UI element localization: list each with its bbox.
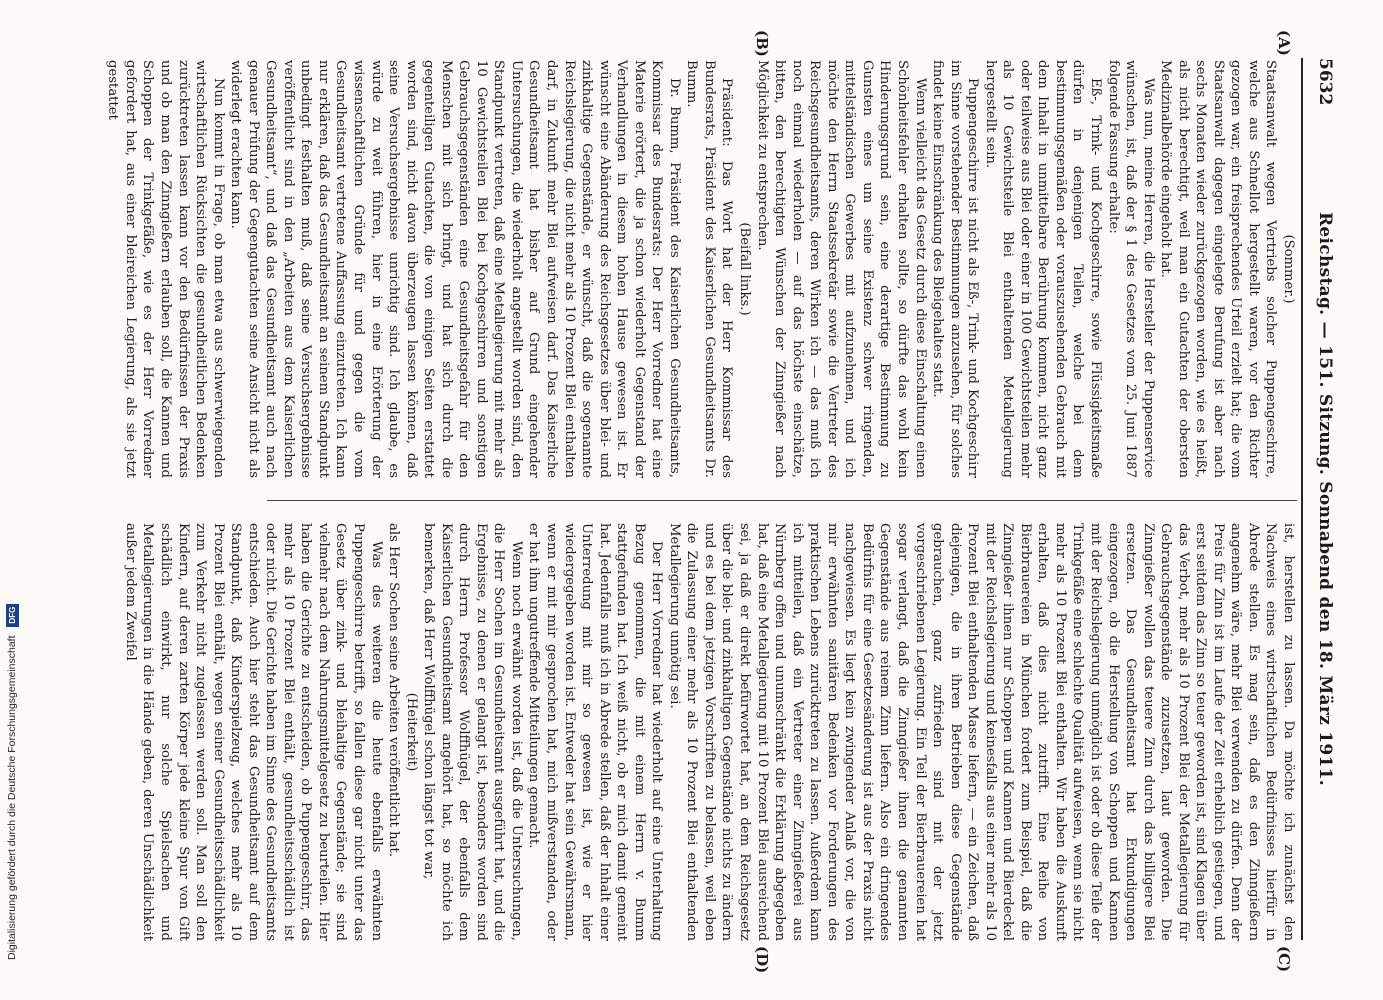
digitization-credit: Digitalisierung gefördert durch die Deutsche Forschungsgemeinschaft — [6, 635, 18, 960]
running-head: Reichstag. — 151. Sitzung. Sonnabend den 18. März 1911. — [1315, 212, 1335, 786]
right-column — [121, 523, 1297, 941]
paragraph: Nun kommt in Frage, ob man etwa aus schwerwiegenden wirtschaftlichen Rücksichten die gesundheitlichen Bedenken zurücktreten lassen kann vor den Bedürfnissen der Praxis und ob man den Zinngießern erlauben soll, die Kannen und Schoppen der Trinkgefäße, wie es der Herr Vorredner gefordert hat, aus einer bleireichen Legierung, als sie jetzt gestattet — [105, 60, 226, 478]
paragraph: Wenn vielleicht das Gesetz durch diese Einschaltung einen Schönheitsfehler erhalten sollte, so dürfte das wohl kein Hinderungsgrund sein, eine derartige Bestimmung zu Gunsten eines um seine Existenz schwer ringenden, mittelständischen Gewerbes mit aufzunehmen, und ich möchte den Herrn Staatssekretär sowie die Vertreter des Reichsgesundheitsamts, deren Wirken ich — das muß ich noch einmal wiederholen — auf das höchste einschätze, bitten, den berechtigten Wünschen der Zinngießer nach Möglichkeit zu entsprechen. — [754, 60, 928, 478]
left-column — [104, 60, 1297, 478]
credit-strip — [6, 0, 20, 1000]
paragraph: Präsident: Das Wort hat der Herr Kommissar des Bundesrats, Präsident des Kaiserlichen Gesundheitsamts Dr. Bumm. — [684, 60, 735, 478]
page-number: 5632 — [1315, 58, 1335, 106]
paragraph: Eß-, Trink- und Kochgeschirre, sowie Flüssigkeitsmaße dürfen in denjenigen Teilen, welche bei dem bestimmungsgemäßen oder vorauszusehenden Gebrauch mit dem Inhalt in unmittelbare Berührung kommen, nicht ganz oder teilweise aus Blei oder einer in 100 Gewichtsteilen mehr als 10 Gewichtsteile Blei enthaltenden Metallegierung hergestellt sein. — [982, 60, 1103, 478]
page-header — [1301, 58, 1343, 940]
margin-marker-d: (D) — [753, 946, 771, 974]
margin-marker-a: (A) — [1275, 30, 1293, 56]
paragraph: (Heiterkeit) — [403, 692, 419, 772]
paragraph: Wenn noch erwähnt worden ist, daß die Untersuchungen, die Herr Sochen im Gesundheitsamt ausgeführt hat, und die Ergebnisse, zu denen er gelangt ist, besonders worden sind durch Herrn Professor Wolffhügel, der ebenfalls dem Kaiserlichen Gesundheitsamt angehört hat, so möchte ich bemerken, daß Herr Wolffhügel schon längst tot war, — [421, 523, 524, 941]
margin-marker-c: (C) — [1275, 946, 1293, 973]
paragraph: Puppengeschirre ist nicht als Eß-, Trink- und Kochgeschirr im Sinne vorstehender Bestimmungen anzusehen, für solches findet keine Einschränkung des Bleigehaltes statt. — [930, 60, 981, 478]
paragraph: ist, herstellen zu lassen. Da möchte ich zunächst den Nachweis eines wirtschaftlichen Bedürfnisses hierfür in Abrede stellen. Es mag sein, daß es den Zinngießern angenehm wäre, mehr Blei verwenden zu dürfen. Denn der Preis für Zinn ist im Laufe der Zeit erheblich gestiegen, und erst seitdem das Zinn so teuer geworden ist, sind Klagen über das Verbot, mehr als 10 Prozent Blei der Metallegierung für Gebrauchsgegenstände zuzusetzen, laut geworden. Die Zinngießer wollen das teuere Zinn durch das billigere Blei ersetzen. Das Gesundheitsamt hat Erkundigungen eingezogen, ob die Herstellung von Schoppen und Kannen mit der Reichslegierung unmöglich ist oder ob diese Teile der Trinkgefäße eine schlechte Qualität aufweisen, wenn sie nicht mehr als 10 Prozent Blei enthalten. Wir haben die Auskunft erhalten, daß dies nicht zutrifft. Eine Reihe von Bierbrauereien in München fordert zum Beispiel, daß die Zinngießer ihnen nur Schoppen und Kannen und Bierdeckel mit der Reichslegierung und keinesfalls aus einer mehr als 10 Prozent Blei enthaltenden Masse liefern, — ein Zeichen, daß diejenigen, die in ihren Betrieben diese Gegenstände gebrauchen, ganz zufrieden sind mit der jetzt vorgeschriebenen Legierung. Ein Teil der Bierbrauereien hat sogar verlangt, daß die Zinngießer ihnen die genannten Gegenstände aus reinem Zinn liefern. Also ein dringendes Bedürfnis für eine Gesetzesänderung ist aus der Praxis nicht nachgewiesen. Es liegt kein zwingender Anlaß vor, die von mir erwähnten sanitären Bedenken vor Forderungen des praktischen Lebens zurücktreten zu lassen. Außerdem kann ich mitteilen, daß ein Vertreter einer Zinngießerei aus Nürnberg offen und unumschränkt die Erklärung abgegeben hat, daß eine Metallegierung mit 10 Prozent Blei ausreichend sei, ja daß er direkt befürwortet hat, an dem Reichsgesetz über die blei- und zinkhaltigen Gegenstände nichts zu ändern und es bei dem jetzigen Vorschriften zu belassen, weil eben die Zulassung einer mehr als 10 Prozent Blei enthaltenden Metallegierung unnötig sei. — [666, 523, 1296, 941]
paragraph: Staatsanwalt wegen Vertriebs solcher Puppengeschirre, welche aus Schnellot hergestellt waren, vor den Richter gezogen war, ein freisprechendes Urteil erzielt hat; die vom Staatsanwalt dagegen eingelegte Berufung ist aber nach sechs Monaten wieder zurückgezogen worden, wie es heißt, als nicht berechtigt, weil man ein Gutachten der obersten Medizinalbehörde eingeholt hat. — [1158, 60, 1279, 478]
paragraph: Dr. Bumm, Präsident des Kaiserlichen Gesundheitsamts, Kommissar des Bundesrats: Der Herr Vorredner hat eine Materie erörtert, die ja schon wiederholt Gegenstand der Verhandlungen in diesem hohen Hause gewesen ist. Er wünscht eine Abänderung des Reichsgesetzes über blei- und zinkhaltige Gegenstände, er wünscht, daß die sogenannte Reichslegierung, die nicht mehr als 10 Prozent Blei enthalten darf, in Zukunft mehr Blei aufweisen darf. Das Kaiserliche Gesundheitsamt hat bisher auf Grund eingehender Untersuchungen, die wiederholt angestellt worden sind, den Standpunkt vertreten, daß eine Metallegierung mit mehr als 10 Gewichtsteilen Blei bei Kochgeschirren und sonstigen Gebrauchsgegenständen eine Gesundheitsgefahr für den Menschen mit sich bringt, und hat sich durch die gegenteiligen Gutachten, die von einigen Seiten erstattet worden sind, nicht davon überzeugen lassen können, daß seine Versuchsergebnisse unrichtig sind. Ich glaube, es würde zu weit führen, hier in eine Erörterung der wissenschaftlichen Gründe für und gegen die vom Gesundheitsamt vertretene Auffassung einzutreten. Ich kann nur erklären, daß das Gesundheitsamt an seinem Standpunkt unbedingt festhalten muß, daß seine Versuchsergebnisse veröffentlicht sind in den „Arbeiten aus dem Kaiserlichen Gesundheitsamt“, und daß das Gesundheitsamt auch nach genauer Prüfung der Gegengutachten seine Ansicht nicht als widerlegt erachten kann. — [228, 60, 682, 478]
margin-marker-b: (B) — [753, 30, 771, 57]
paragraph: Was des weiteren die heute ebenfalls erwähnten Puppengeschirre betrifft, so fallen diese gar nicht unter das Gesetz über zink- und bleihaltige Gegenstände; sie sind vielmehr nach dem Nahrungsmittelgesetz zu beurteilen. Hier haben die Gerichte zu entscheiden, ob Puppengeschirr, das mehr als 10 Prozent Blei enthält, gesundheitsschädlich ist oder nicht. Die Gerichte haben im Sinne des Gesundheitsamts entschieden. Auch hier steht das Gesundheitsamt auf dem Standpunkt, daß Kinderspielzeug, welches mehr als 10 Prozent Blei enthält, wegen seiner Gesundheitsschädlichkeit zum Verkehr nicht zugelassen werden soll. Man soll den Kindern, auf deren zarten Körper jede kleine Spur von Gift schädlich einwirkt, nur solche Spielsachen und Metallegierungen in die Hände geben, deren Unschädlichkeit außer jedem Zweifel — [122, 523, 384, 941]
paragraph: Was nun, meine Herren, die Hersteller der Puppenservice wünschen, ist, daß der § 1 des Gesetzes vom 25. Juni 1887 folgende Fassung erhalte: — [1105, 60, 1156, 478]
paragraph: Der Herr Vorredner hat wiederholt auf eine Unterhaltung Bezug genommen, die mit einem Herrn v. Bumm stattgefunden hat. Ich weiß nicht, ob er mich damit gemeint hat. Jedenfalls muß ich in Abrede stellen, daß der Inhalt einer Unterredung mit mir so gewesen ist, wie er hier wiedergegeben worden ist. Entweder hat sein Gewährsmann, wenn er mit mir gesprochen hat, mich mißverstanden, oder er hat ihm ungutreffende Mitteilungen gemacht. — [526, 523, 665, 941]
paragraph: (Beifall links.) — [737, 222, 753, 316]
paragraph: als Herr Sochen seine Arbeiten veröffentlicht hat. — [386, 523, 402, 857]
paragraph: (Sommer.) — [1281, 234, 1296, 304]
column-divider — [267, 500, 1297, 501]
dfg-logo: DFG — [6, 604, 19, 627]
